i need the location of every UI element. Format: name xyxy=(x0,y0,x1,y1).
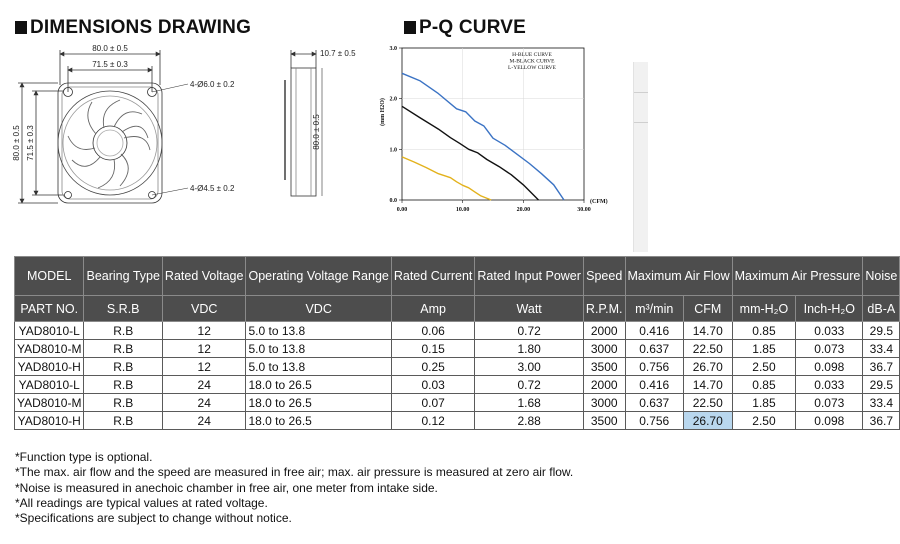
cell-voltage-range: 5.0 to 13.8 xyxy=(246,340,391,358)
cell-speed: 2000 xyxy=(583,376,625,394)
cell-airflow-cfm: 14.70 xyxy=(683,322,732,340)
cell-part-no: YAD8010-H xyxy=(15,358,84,376)
pq-ytick-label: 3.0 xyxy=(389,46,397,52)
cell-bearing: R.B xyxy=(84,358,162,376)
cell-speed: 3500 xyxy=(583,358,625,376)
hdr-m3min: m³/min xyxy=(625,296,683,322)
hdr-part-no: PART NO. xyxy=(15,296,84,322)
cell-airflow-m3min: 0.756 xyxy=(625,358,683,376)
cell-rated-voltage: 12 xyxy=(162,322,246,340)
cell-bearing: R.B xyxy=(84,394,162,412)
hdr-vdc: VDC xyxy=(162,296,246,322)
pq-series-high-line xyxy=(402,73,564,200)
hdr-watt: Watt xyxy=(475,296,584,322)
cell-pressure-mmh2o: 1.85 xyxy=(732,394,796,412)
cell-bearing: R.B xyxy=(84,412,162,430)
table-row xyxy=(15,394,900,412)
pq-series-low-line xyxy=(402,157,491,200)
cell-bearing: R.B xyxy=(84,340,162,358)
cell-airflow-cfm: 22.50 xyxy=(683,394,732,412)
cell-speed: 3000 xyxy=(583,340,625,358)
title-square-icon xyxy=(404,21,416,34)
cell-voltage-range: 5.0 to 13.8 xyxy=(246,358,391,376)
cell-pressure-inch: 0.098 xyxy=(796,358,863,376)
hdr-dba: dB-A xyxy=(863,296,900,322)
hdr-noise: Noise xyxy=(863,257,900,296)
pq-ytick-label: 1.0 xyxy=(389,147,397,154)
cell-pressure-mmh2o: 1.85 xyxy=(732,340,796,358)
pq-xtick-label: 20.00 xyxy=(516,207,531,213)
cell-noise: 29.5 xyxy=(863,322,900,340)
hdr-air-pressure: Maximum Air Pressure xyxy=(732,257,863,296)
dimensions-title xyxy=(15,17,251,39)
pq-legend-entry: M-BLACK CURVE xyxy=(509,58,555,65)
cell-airflow-m3min: 0.416 xyxy=(625,376,683,394)
cell-power: 1.80 xyxy=(475,340,584,358)
cell-part-no: YAD8010-M xyxy=(15,394,84,412)
pq-legend-entry: L-YELLOW CURVE xyxy=(508,65,556,71)
cell-pressure-inch: 0.098 xyxy=(796,412,863,430)
cell-part-no: YAD8010-H xyxy=(15,412,84,430)
pq-series-medium-line xyxy=(402,106,539,200)
cell-airflow-m3min: 0.637 xyxy=(625,340,683,358)
pq-title-text: P-Q CURVE xyxy=(419,17,527,38)
hdr-rated-voltage: Rated Voltage xyxy=(162,257,246,296)
cell-power: 3.00 xyxy=(475,358,584,376)
cell-noise: 29.5 xyxy=(863,376,900,394)
cell-airflow-cfm: 26.70 xyxy=(683,358,732,376)
hdr-operating-voltage: Operating Voltage Range xyxy=(246,257,391,296)
note-item: *Noise is measured in anechoic chamber in free air, one meter from intake side. xyxy=(15,480,438,495)
cell-bearing: R.B xyxy=(84,322,162,340)
cell-part-no: YAD8010-L xyxy=(15,322,84,340)
cell-rated-voltage: 24 xyxy=(162,376,246,394)
dimensions-drawing xyxy=(0,40,370,220)
cell-airflow-cfm: 26.70 xyxy=(683,412,732,430)
table-row xyxy=(15,340,900,358)
hdr-mmh2o: mm-H₂O xyxy=(732,296,796,322)
cell-noise: 36.7 xyxy=(863,358,900,376)
hdr-speed: Speed xyxy=(583,257,625,296)
hdr-rpm: R.P.M. xyxy=(583,296,625,322)
cell-pressure-mmh2o: 0.85 xyxy=(732,322,796,340)
cell-pressure-inch: 0.033 xyxy=(796,376,863,394)
pq-ylabel: (mm H2O) xyxy=(380,98,386,126)
table-row xyxy=(15,358,900,376)
cell-bearing: R.B xyxy=(84,376,162,394)
note-item: *Function type is optional. xyxy=(15,450,153,464)
cell-airflow-m3min: 0.637 xyxy=(625,394,683,412)
hdr-vdc-range: VDC xyxy=(246,296,391,322)
cell-pressure-inch: 0.073 xyxy=(796,340,863,358)
table-row xyxy=(15,412,900,430)
cell-current: 0.12 xyxy=(391,412,475,430)
table-row xyxy=(15,376,900,394)
cell-speed: 3000 xyxy=(583,394,625,412)
cell-current: 0.07 xyxy=(391,394,475,412)
fan-frame xyxy=(58,83,162,203)
cell-noise: 33.4 xyxy=(863,394,900,412)
pq-xtick-label: 10.00 xyxy=(455,207,470,213)
note-item: *Specifications are subject to change without notice. xyxy=(15,511,292,526)
table-row xyxy=(15,322,900,340)
cell-rated-voltage: 24 xyxy=(162,412,246,430)
cell-airflow-cfm: 22.50 xyxy=(683,340,732,358)
cell-power: 1.68 xyxy=(475,394,584,412)
notes xyxy=(15,450,573,526)
hdr-rated-power: Rated Input Power xyxy=(475,257,584,296)
cell-speed: 3500 xyxy=(583,412,625,430)
cell-pressure-mmh2o: 2.50 xyxy=(732,358,796,376)
cell-noise: 33.4 xyxy=(863,340,900,358)
hdr-bearing: Bearing Type xyxy=(84,257,162,296)
pq-ytick-label: 0.0 xyxy=(389,198,397,204)
cell-current: 0.15 xyxy=(391,340,475,358)
pq-xtick-label: 0.00 xyxy=(396,207,408,213)
pq-xtick-label: 30.00 xyxy=(577,207,591,213)
hdr-inchh2o: Inch-H₂O xyxy=(796,296,863,322)
side-scroll-strip xyxy=(633,62,648,252)
spec-table xyxy=(14,256,900,430)
cell-airflow-cfm: 14.70 xyxy=(683,376,732,394)
hdr-model: MODEL xyxy=(15,257,84,296)
pq-title xyxy=(404,17,526,39)
pq-ytick-label: 2.0 xyxy=(389,96,397,103)
cell-power: 0.72 xyxy=(475,322,584,340)
dim-height-left: 80.0 ± 0.5 xyxy=(12,125,21,161)
pq-chart xyxy=(372,40,634,222)
cell-power: 2.88 xyxy=(475,412,584,430)
dim-thickness: 10.7 ± 0.5 xyxy=(320,49,356,58)
cell-current: 0.25 xyxy=(391,358,475,376)
cell-voltage-range: 18.0 to 26.5 xyxy=(246,394,391,412)
hdr-air-flow: Maximum Air Flow xyxy=(625,257,732,296)
hdr-srb: S.R.B xyxy=(84,296,162,322)
cell-speed: 2000 xyxy=(583,322,625,340)
cell-power: 0.72 xyxy=(475,376,584,394)
cell-voltage-range: 5.0 to 13.8 xyxy=(246,322,391,340)
dim-pitch-left: 71.5 ± 0.3 xyxy=(26,125,35,161)
dim-hole-pitch: 71.5 ± 0.3 xyxy=(92,60,128,69)
cell-rated-voltage: 12 xyxy=(162,340,246,358)
cell-noise: 36.7 xyxy=(863,412,900,430)
header-row-2 xyxy=(15,296,900,322)
dim-hole-bottom: 4-Ø4.5 ± 0.2 xyxy=(190,184,235,193)
pq-legend-entry: H-BLUE CURVE xyxy=(512,52,552,58)
hdr-rated-current: Rated Current xyxy=(391,257,475,296)
dim-height-side: 80.0 ± 0.5 xyxy=(312,114,321,150)
pq-xlabel: (CFM) xyxy=(590,199,608,205)
header-row-1 xyxy=(15,257,900,296)
note-item: *The max. air flow and the speed are measured in free air; max. air pressure is measured at zero air flow. xyxy=(15,465,574,480)
cell-part-no: YAD8010-M xyxy=(15,340,84,358)
cell-voltage-range: 18.0 to 26.5 xyxy=(246,376,391,394)
cell-current: 0.06 xyxy=(391,322,475,340)
dimensions-title-text: DIMENSIONS DRAWING xyxy=(30,17,252,38)
hdr-amp: Amp xyxy=(391,296,475,322)
cell-pressure-mmh2o: 0.85 xyxy=(732,376,796,394)
title-square-icon xyxy=(15,21,27,34)
cell-airflow-m3min: 0.756 xyxy=(625,412,683,430)
cell-rated-voltage: 24 xyxy=(162,394,246,412)
dim-hole-top: 4-Ø6.0 ± 0.2 xyxy=(190,80,235,89)
cell-pressure-mmh2o: 2.50 xyxy=(732,412,796,430)
note-item: *All readings are typical values at rated voltage. xyxy=(15,495,268,510)
dim-width: 80.0 ± 0.5 xyxy=(92,44,128,53)
hdr-cfm: CFM xyxy=(683,296,732,322)
cell-rated-voltage: 12 xyxy=(162,358,246,376)
cell-pressure-inch: 0.033 xyxy=(796,322,863,340)
cell-pressure-inch: 0.073 xyxy=(796,394,863,412)
cell-airflow-m3min: 0.416 xyxy=(625,322,683,340)
cell-voltage-range: 18.0 to 26.5 xyxy=(246,412,391,430)
cell-current: 0.03 xyxy=(391,376,475,394)
cell-part-no: YAD8010-L xyxy=(15,376,84,394)
